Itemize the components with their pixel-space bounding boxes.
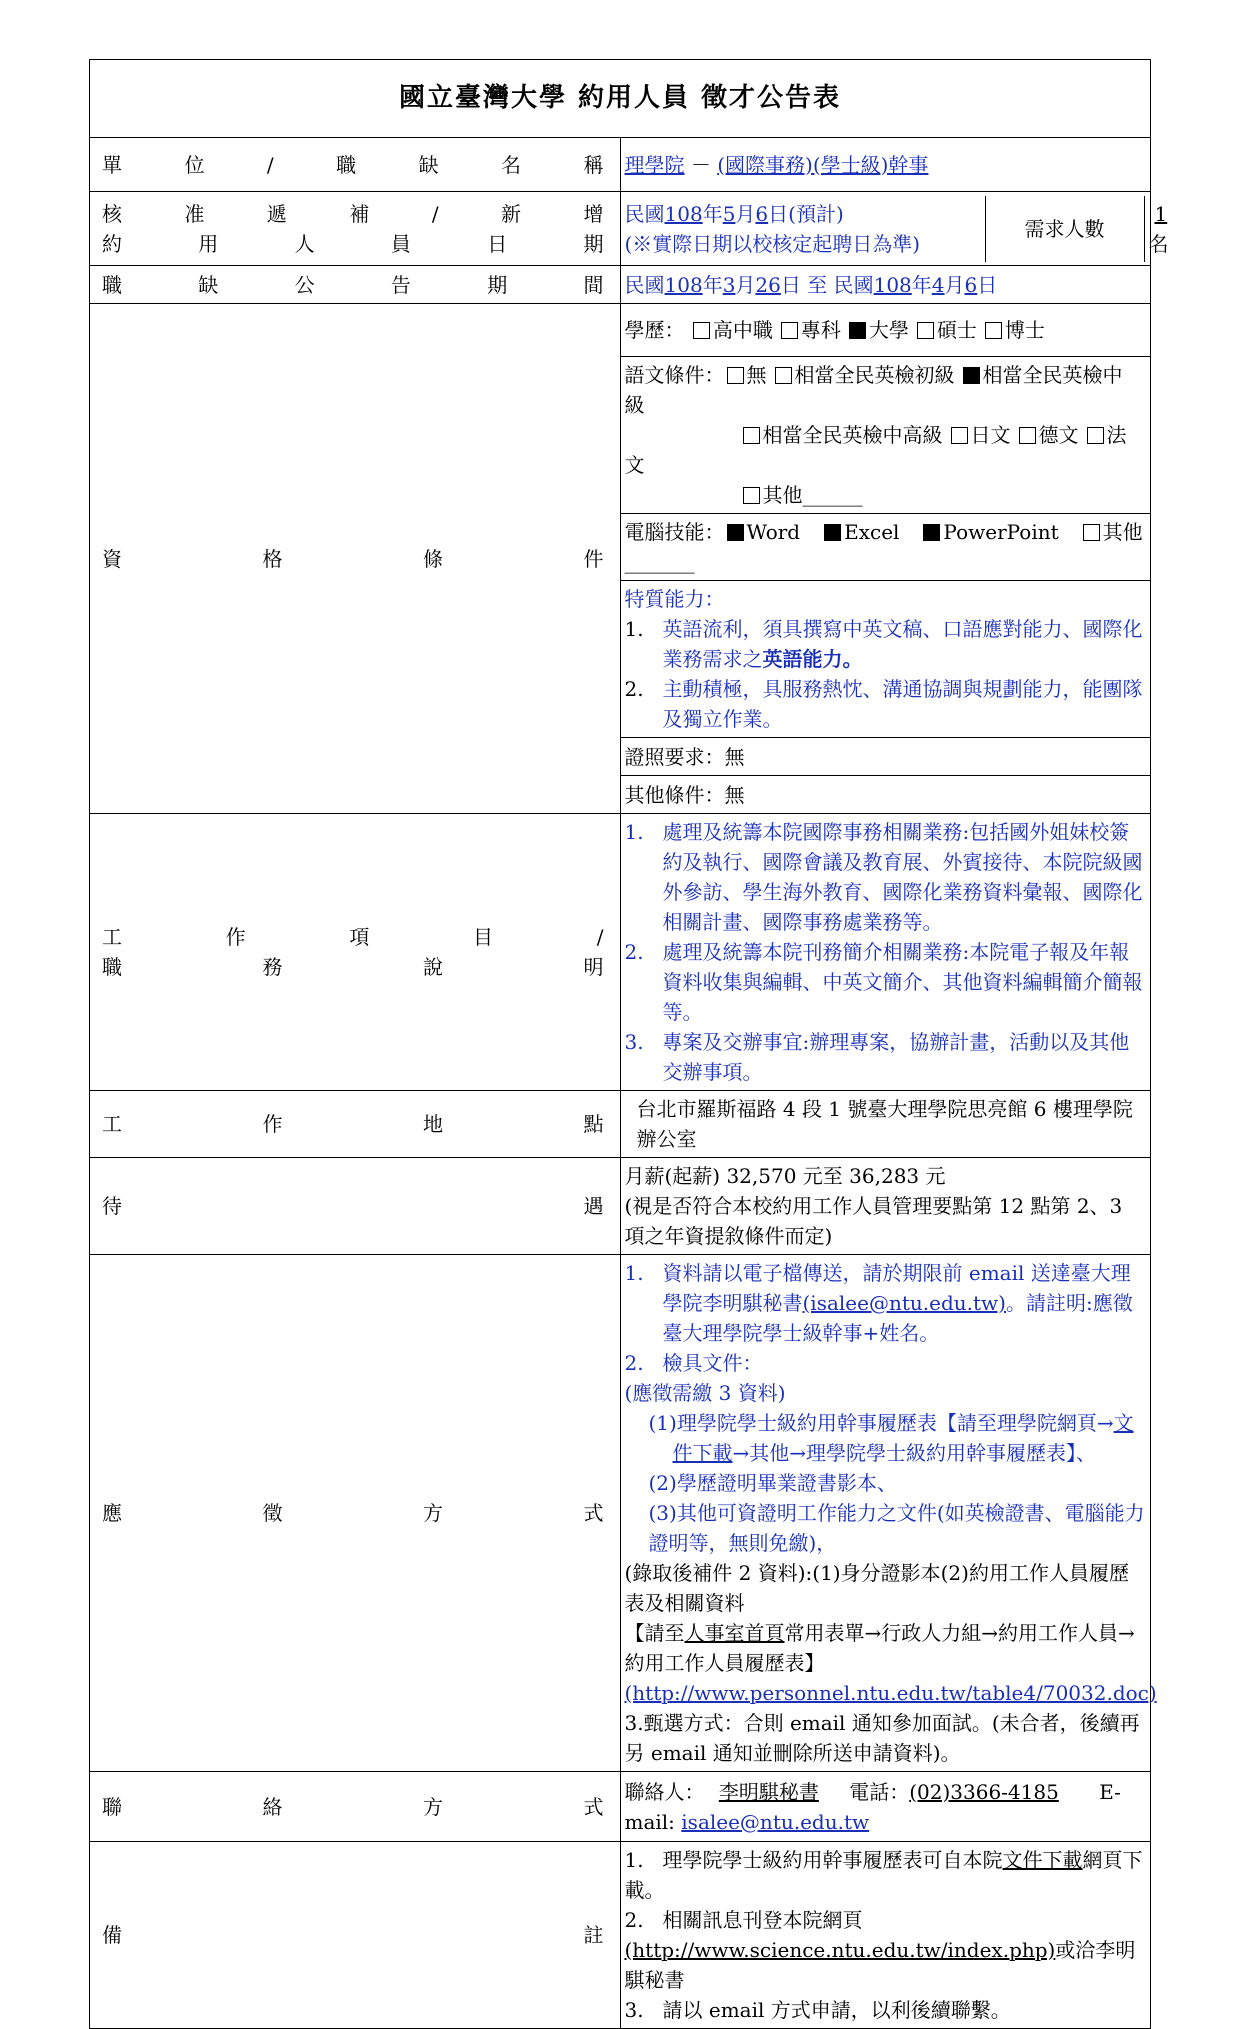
salary-label: 待遇 [90, 1158, 621, 1255]
apply-doc1-a: (1)理學院學士級約用幹事履歷表【請至理學院網頁→ [648, 1411, 1114, 1435]
period-day2: 6 [964, 272, 978, 297]
trait-1-bold: 英語能力。 [762, 647, 863, 671]
apply-item-1 [625, 1258, 1147, 1348]
apply-2-text: 檢具文件： [662, 1351, 763, 1375]
apply-item-2 [625, 1348, 1147, 1378]
checkbox-label: 高中職 [712, 318, 773, 342]
period-t1: 年 [702, 272, 723, 297]
unchecked-box-icon[interactable] [775, 367, 792, 384]
checkbox-label: 其他______ [762, 483, 863, 507]
trait-2-num: 2. [624, 677, 644, 701]
unit-separator: － [684, 152, 718, 177]
unchecked-box-icon[interactable] [743, 487, 760, 504]
unchecked-box-icon[interactable] [1083, 524, 1100, 541]
need-count: 1 [1154, 201, 1168, 226]
period-p1: 民國 [624, 272, 665, 297]
education-row [621, 304, 1151, 357]
download-link[interactable]: 文件下載 [672, 1411, 1134, 1465]
remark-2-a: 相關訊息刊登本院網頁 [662, 1908, 863, 1932]
traits-label: 特質能力： [624, 587, 725, 611]
checkbox-label: 大學 [868, 318, 909, 342]
apply-email-link[interactable]: (isalee@ntu.edu.tw) [802, 1291, 1006, 1315]
period-t2: 月 [735, 272, 756, 297]
computer-row [621, 514, 1151, 581]
language-options-line2 [625, 423, 1127, 477]
recruitment-form [89, 59, 1169, 2029]
checkbox-label: 無 [746, 363, 767, 387]
unchecked-box-icon[interactable] [727, 367, 744, 384]
checked-box-icon[interactable] [824, 524, 841, 541]
duty-3-num: 3. [624, 1030, 644, 1054]
unchecked-box-icon[interactable] [1019, 427, 1036, 444]
checkbox-option[interactable] [1017, 423, 1079, 447]
need-count-cell [1144, 196, 1169, 262]
remark-1-num: 1. [624, 1848, 644, 1872]
start-date-label-line2: 約用人員日期 [102, 231, 608, 256]
apply-after-hire: (錄取後補件 2 資料):(1)身分證影本(2)約用工作人員履歷表及相關資料 [624, 1561, 1129, 1615]
trait-1-text: 英語流利，須具撰寫中英文稿、口語應對能力、國際化業務需求之 [662, 617, 1143, 671]
duty-item-1 [625, 817, 1147, 937]
duties-list [620, 814, 1151, 1091]
form-table [89, 59, 1169, 2029]
checkbox-option[interactable] [822, 520, 899, 544]
date-y: 年 [702, 201, 723, 226]
apply-doc-3: (3)其他可資證明工作能力之文件(如英檢證書、電腦能力證明等，無則免繳)， [648, 1501, 1145, 1555]
duties-label [90, 814, 621, 1091]
apply-label: 應徵方式 [90, 1255, 621, 1772]
trait-item-2 [625, 674, 1147, 734]
period-t6: 日 [977, 272, 998, 297]
contact-email-label: E-mail: [624, 1779, 1121, 1834]
period-value [620, 266, 1151, 304]
location-value: 台北市羅斯福路 4 段 1 號臺大理學院思亮館 6 樓理學院辦公室 [620, 1091, 1151, 1158]
checkbox-label: 日文 [970, 423, 1011, 447]
need-unit: 名 [1148, 231, 1169, 256]
remark-download-link[interactable]: 文件下載 [1002, 1848, 1083, 1872]
date-month: 5 [722, 201, 736, 226]
apply-value [620, 1255, 1157, 1772]
salary-value [620, 1158, 1151, 1255]
apply-doc-1 [625, 1408, 1147, 1468]
remark-1-b: 網頁下載。 [624, 1848, 1143, 1902]
trait-1-num: 1. [624, 617, 644, 641]
checkbox-label: 法文 [624, 423, 1127, 477]
trait-item-1 [625, 614, 1147, 674]
checkbox-label: 相當全民英檢中級 [624, 363, 1123, 417]
remark-2 [625, 1905, 1147, 1995]
apply-hr-line [625, 1618, 1147, 1678]
checkbox-label: Excel [844, 520, 900, 544]
unchecked-box-icon[interactable] [743, 427, 760, 444]
contact-phone-label: 電話： [849, 1779, 910, 1804]
unit-label: 單位/職缺名稱 [90, 138, 621, 192]
position-name: (國際事務)(學士級)幹事 [717, 152, 929, 177]
checkbox-option[interactable] [691, 318, 773, 342]
other-conditions-row: 其他條件：無 [624, 782, 745, 807]
checkbox-option[interactable] [741, 483, 863, 507]
dept-name: 理學院 [624, 152, 685, 177]
period-year1: 108 [664, 272, 703, 297]
apply-1-text: 資料請以電子檔傳送，請於期限前 email 送達臺大理學院李明騏秘書 [662, 1261, 1131, 1315]
need-label: 需求人數 [985, 196, 1144, 262]
checkbox-label: 其他_______ [624, 520, 1143, 574]
checkbox-option[interactable] [983, 318, 1045, 342]
checkbox-option[interactable] [725, 520, 801, 544]
remarks-label: 備註 [90, 1842, 621, 2029]
date-prefix: 民國 [624, 201, 665, 226]
remark-3 [625, 1995, 1147, 2025]
checked-box-icon[interactable] [727, 524, 744, 541]
remark-2-num: 2. [624, 1908, 644, 1932]
start-date-cell [620, 192, 1169, 266]
page-title: 國立臺灣大學 約用人員 徵才公告表 [90, 60, 1151, 138]
apply-1-tail: 。請註明:應徵臺大理學院學士級幹事+姓名。 [662, 1291, 1133, 1345]
apply-1-num: 1. [624, 1261, 644, 1285]
date-day: 6 [755, 201, 769, 226]
duty-2-text: 處理及統籌本院刊務簡介相關業務:本院電子報及年報資料收集與編輯、中英文簡介、其他資料編輯簡介簡報等。 [662, 940, 1143, 1024]
license-row: 證照要求：無 [621, 738, 1151, 776]
period-label: 職缺公告期間 [90, 266, 621, 304]
apply-need3: (應徵需繳 3 資料) [624, 1381, 786, 1405]
checkbox-label: 博士 [1004, 318, 1045, 342]
apply-doc-2: (2)學歷證明畢業證書影本、 [648, 1471, 897, 1495]
unchecked-box-icon[interactable] [917, 322, 934, 339]
science-site-link[interactable]: (http://www.science.ntu.edu.tw/index.php) [624, 1938, 1056, 1962]
location-label: 工作地點 [90, 1091, 621, 1158]
remark-3-text: 請以 email 方式申請，以利後續聯繫。 [662, 1998, 1011, 2022]
remark-2-b: 或洽李明騏秘書 [624, 1938, 1136, 1992]
computer-label: 電腦技能： [624, 520, 725, 544]
period-year2: 108 [873, 272, 912, 297]
checkbox-label: 專科 [800, 318, 841, 342]
language-row [621, 357, 1151, 514]
checkbox-label: 相當全民英檢初級 [794, 363, 955, 387]
duty-item-3 [625, 1027, 1147, 1087]
salary-line1: 月薪(起薪) 32,570 元至 36,283 元 [624, 1164, 946, 1188]
contact-person: 李明騏秘書 [718, 1779, 819, 1804]
remark-1 [625, 1845, 1147, 1905]
contact-email-link[interactable]: isalee@ntu.edu.tw [681, 1809, 870, 1834]
contact-phone: (02)3366-4185 [909, 1779, 1059, 1804]
duty-1-text: 處理及統籌本院國際事務相關業務:包括國外姐妹校簽約及執行、國際會議及教育展、外賓接待、本院院級國外參訪、學生海外教育、國際化業務資料彙報、國際化相關計畫、國際事務處業務等。 [662, 820, 1143, 934]
date-note: (※實際日期以校核定起聘日為準) [624, 231, 921, 256]
duty-2-num: 2. [624, 940, 644, 964]
checkbox-option[interactable] [949, 423, 1011, 447]
remark-3-num: 3. [624, 1998, 644, 2022]
education-label: 學歷： [624, 318, 685, 342]
date-m: 月 [735, 201, 756, 226]
start-date-value [621, 196, 986, 262]
language-options-line3 [625, 483, 869, 507]
date-d: 日(預計) [768, 201, 844, 226]
unit-value [620, 138, 1151, 192]
checkbox-label: PowerPoint [943, 520, 1059, 544]
hr-form-url-link[interactable]: (http://www.personnel.ntu.edu.tw/table4/70032.doc) [624, 1681, 1157, 1705]
duty-3-text: 專案及交辦事宜:辦理專案，協辦計畫，活動以及其他交辦事項。 [662, 1030, 1130, 1084]
contact-person-label: 聯絡人： [624, 1779, 705, 1804]
checked-box-icon[interactable] [923, 524, 940, 541]
checkbox-option[interactable] [921, 520, 1058, 544]
remarks-value [620, 1842, 1151, 2029]
unchecked-box-icon[interactable] [781, 322, 798, 339]
checked-box-icon[interactable] [849, 322, 866, 339]
contact-label: 聯絡方式 [90, 1772, 621, 1842]
apply-selection: 3.甄選方式：合則 email 通知參加面試。(未合者，後續再另 email 通知並刪除所送申請資料)。 [624, 1711, 1140, 1765]
period-t3: 日 至 民國 [780, 272, 874, 297]
unchecked-box-icon[interactable] [985, 322, 1002, 339]
qualifications-cell [620, 304, 1151, 814]
duties-label-line2: 職務說明 [102, 955, 608, 979]
checkbox-label: 相當全民英檢中高級 [762, 423, 943, 447]
period-t4: 年 [911, 272, 932, 297]
unchecked-box-icon[interactable] [1087, 427, 1104, 444]
duty-item-2 [625, 937, 1147, 1027]
hr-homepage-link[interactable]: 人事室首頁 [684, 1621, 785, 1645]
apply-2-num: 2. [624, 1351, 644, 1375]
remark-1-a: 理學院學士級約用幹事履歷表可自本院 [662, 1848, 1003, 1872]
checkbox-option[interactable] [773, 363, 955, 387]
education-options [691, 318, 1051, 342]
traits-row [621, 581, 1151, 738]
checkbox-label: 德文 [1038, 423, 1079, 447]
checkbox-label: Word [746, 520, 801, 544]
checkbox-label: 碩士 [936, 318, 977, 342]
contact-value [620, 1772, 1151, 1842]
apply-hr-b: 常用表單→行政人力組→約用工作人員→約用工作人員履歷表】 [624, 1621, 1135, 1675]
checked-box-icon[interactable] [963, 367, 980, 384]
checkbox-option[interactable] [779, 318, 841, 342]
checkbox-option[interactable] [741, 423, 943, 447]
qualifications-label: 資格條件 [90, 304, 621, 814]
period-day1: 26 [755, 272, 781, 297]
salary-line2: (視是否符合本校約用工作人員管理要點第 12 點第 2、3 項之年資提敘條件而定) [624, 1194, 1123, 1248]
apply-hr-a: 【請至 [624, 1621, 685, 1645]
duty-1-num: 1. [624, 820, 644, 844]
start-date-label [90, 192, 621, 266]
checkbox-option[interactable] [847, 318, 909, 342]
period-month1: 3 [722, 272, 736, 297]
trait-2-text: 主動積極，具服務熱忱、溝通協調與規劃能力，能團隊及獨立作業。 [662, 677, 1143, 731]
checkbox-option[interactable] [725, 363, 767, 387]
language-label: 語文條件： [624, 363, 725, 387]
unchecked-box-icon[interactable] [693, 322, 710, 339]
apply-doc1-b: →其他→理學院學士級約用幹事履歷表】、 [732, 1441, 1097, 1465]
date-year: 108 [664, 201, 703, 226]
period-t5: 月 [944, 272, 965, 297]
checkbox-option[interactable] [915, 318, 977, 342]
duties-label-line1: 工作項目/ [102, 925, 608, 949]
period-month2: 4 [931, 272, 945, 297]
start-date-label-line1: 核准遞補/新增 [102, 201, 608, 226]
unchecked-box-icon[interactable] [951, 427, 968, 444]
